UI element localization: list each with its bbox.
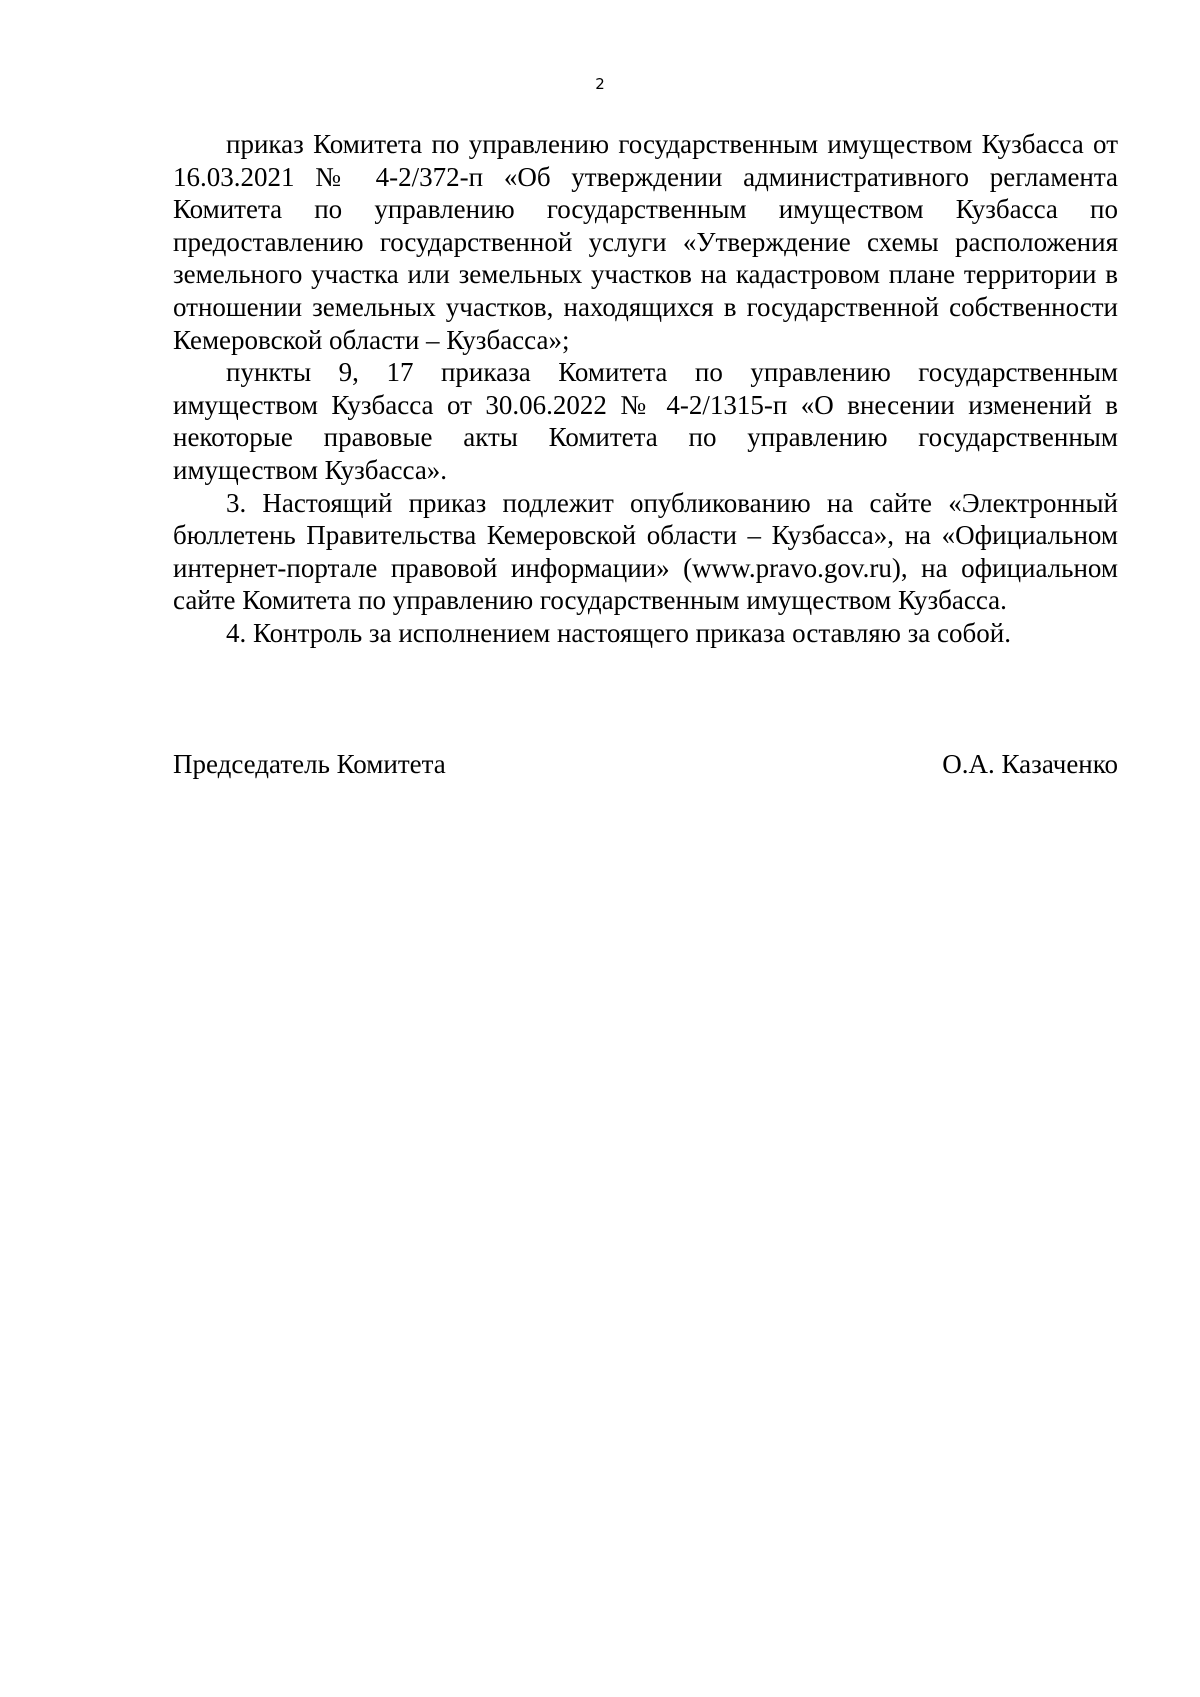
paragraph-publication: 3. Настоящий приказ подлежит опубликованию на сайте «Электронный бюллетень Правительства Кемеровской области – Кузбасса», на «Официальном интернет-портале правовой информации» (www.pravo.gov.ru), на официальном сайте Комитета по управлению государственным имуществом Кузбасса. — [173, 487, 1118, 616]
signatory-position: Председатель Комитета — [173, 749, 446, 779]
signature-block — [173, 748, 1118, 780]
signatory-name: О.А. Казаченко — [942, 749, 1118, 779]
paragraph-points-reference: пункты 9, 17 приказа Комитета по управлению государственным имуществом Кузбасса от 30.06.2022 № 4-2/1315-п «О внесении изменений в некоторые правовые акты Комитета по управлению государственным имуществом Кузбасса». — [173, 357, 1118, 485]
document-body — [173, 128, 1118, 650]
paragraph-order-reference: приказ Комитета по управлению государственным имуществом Кузбасса от 16.03.2021 № 4-2/372-п «Об утверждении административного регламента Комитета по управлению государственным имуществом Кузбасса по предоставлению государственной услуги «Утверждение схемы расположения земельного участка или земельных участков на кадастровом плане территории в отношении земельных участков, находящихся в государственной собственности Кемеровской области – Кузбасса»; — [173, 129, 1118, 355]
paragraph-control: 4. Контроль за исполнением настоящего приказа оставляю за собой. — [226, 617, 1011, 648]
page-number: 2 — [595, 75, 605, 93]
